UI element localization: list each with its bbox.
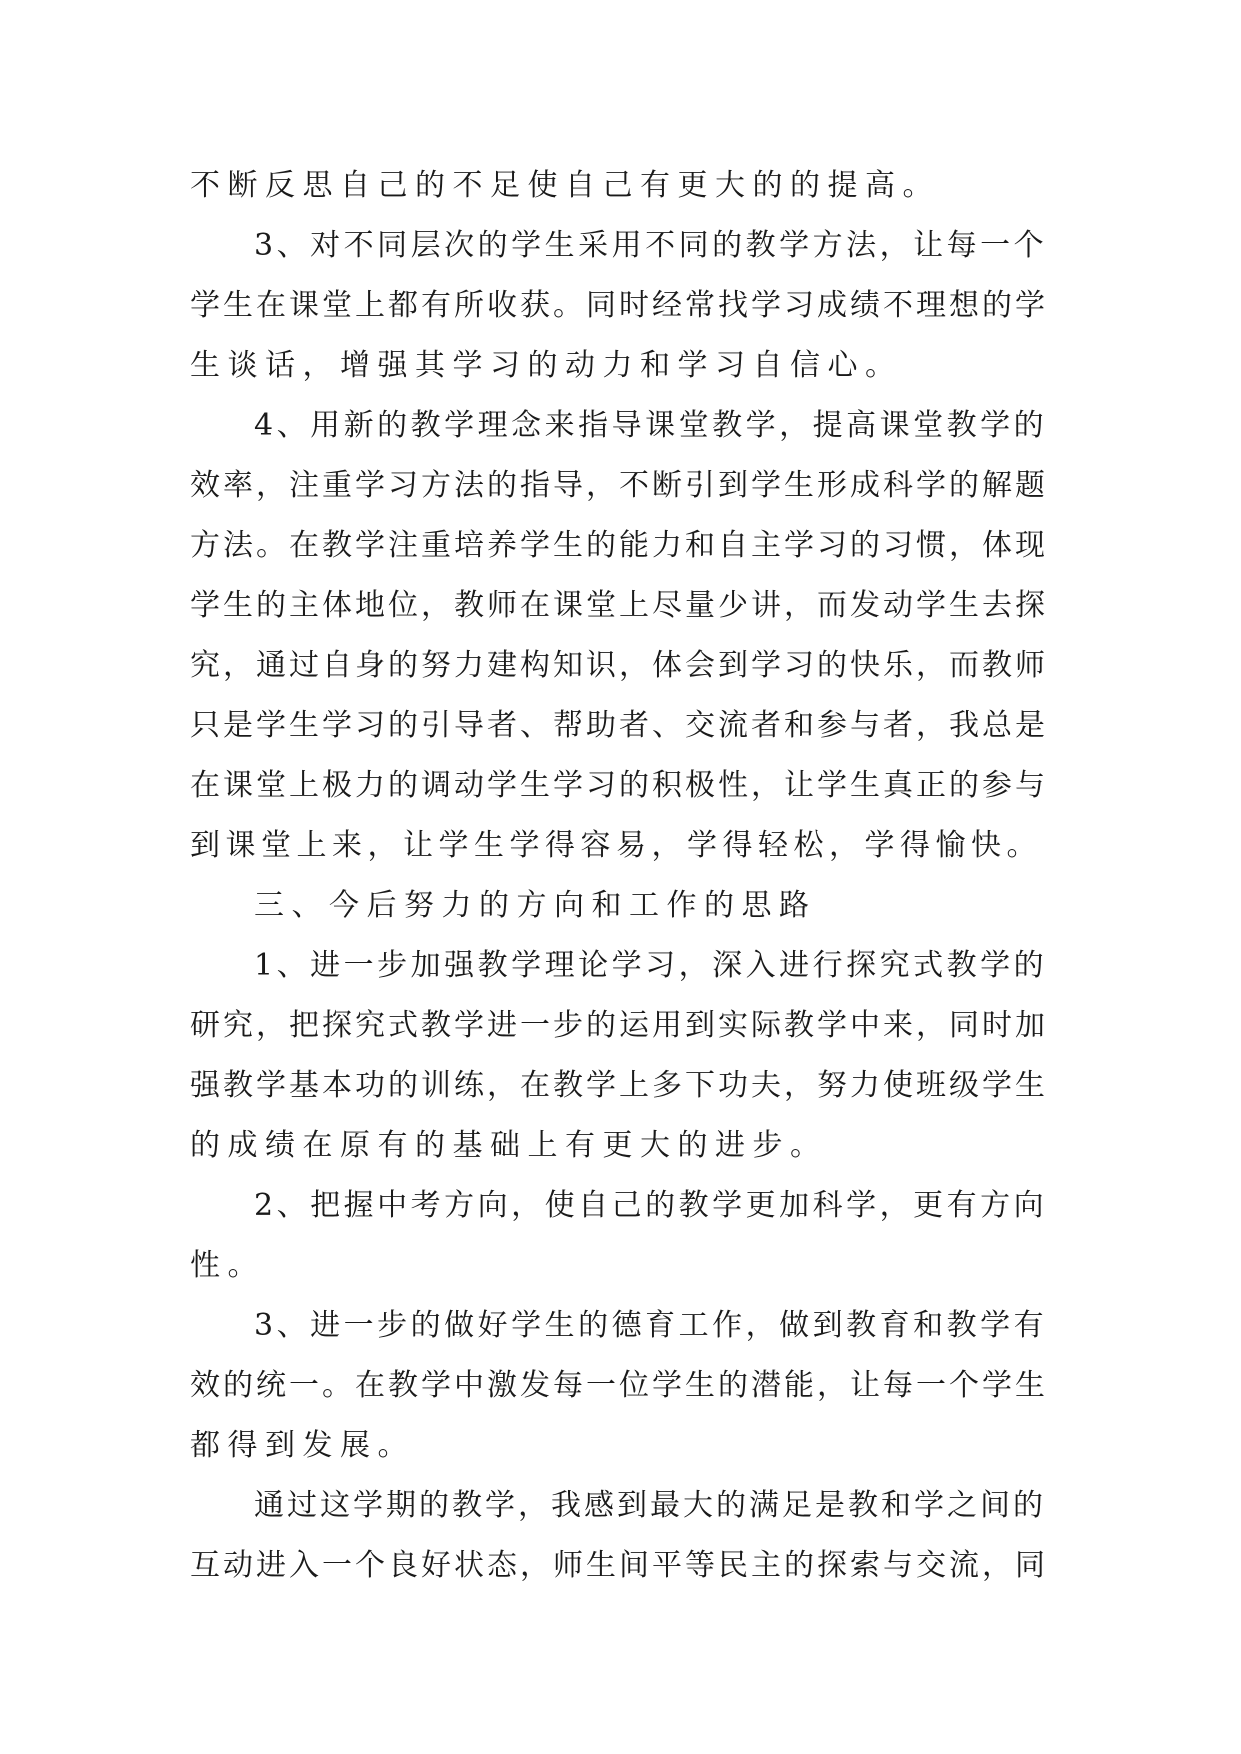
text-line: 1、进一步加强教学理论学习，深入进行探究式教学的 (254, 948, 1048, 983)
text-line: 研究，把探究式教学进一步的运用到实际教学中来，同时加 (190, 1008, 1048, 1043)
text-line: 性。 (190, 1248, 265, 1283)
text-line: 生谈话，增强其学习的动力和学习自信心。 (190, 348, 903, 383)
text-line: 效率，注重学习方法的指导，不断引到学生形成科学的解题 (190, 468, 1048, 503)
text-line: 互动进入一个良好状态，师生间平等民主的探索与交流，同 (190, 1548, 1048, 1583)
text-line: 只是学生学习的引导者、帮助者、交流者和参与者，我总是 (190, 708, 1048, 743)
text-line: 2、把握中考方向，使自己的教学更加科学，更有方向 (254, 1188, 1048, 1223)
text-line: 学生的主体地位，教师在课堂上尽量少讲，而发动学生去探 (190, 588, 1048, 623)
text-line: 究，通过自身的努力建构知识，体会到学习的快乐，而教师 (190, 648, 1048, 683)
text-line: 效的统一。在教学中激发每一位学生的潜能，让每一个学生 (190, 1368, 1048, 1403)
text-line: 三、今后努力的方向和工作的思路 (254, 888, 817, 923)
text-line: 方法。在教学注重培养学生的能力和自主学习的习惯，体现 (190, 528, 1048, 563)
text-line: 都得到发展。 (190, 1428, 415, 1463)
document-body (190, 159, 1050, 1599)
text-line: 通过这学期的教学，我感到最大的满足是教和学之间的 (254, 1488, 1046, 1523)
text-line: 4、用新的教学理念来指导课堂教学，提高课堂教学的 (254, 408, 1048, 443)
text-line: 在课堂上极力的调动学生学习的积极性，让学生真正的参与 (190, 768, 1048, 803)
text-line: 学生在课堂上都有所收获。同时经常找学习成绩不理想的学 (190, 288, 1048, 323)
text-line: 3、进一步的做好学生的德育工作，做到教育和教学有 (254, 1308, 1048, 1343)
text-line: 强教学基本功的训练，在教学上多下功夫，努力使班级学生 (190, 1068, 1048, 1103)
text-line: 到课堂上来，让学生学得容易，学得轻松，学得愉快。 (190, 828, 1042, 863)
text-line: 3、对不同层次的学生采用不同的教学方法，让每一个 (254, 228, 1048, 263)
text-line: 的成绩在原有的基础上有更大的进步。 (190, 1128, 828, 1163)
text-line: 不断反思自己的不足使自己有更大的的提高。 (190, 168, 940, 203)
